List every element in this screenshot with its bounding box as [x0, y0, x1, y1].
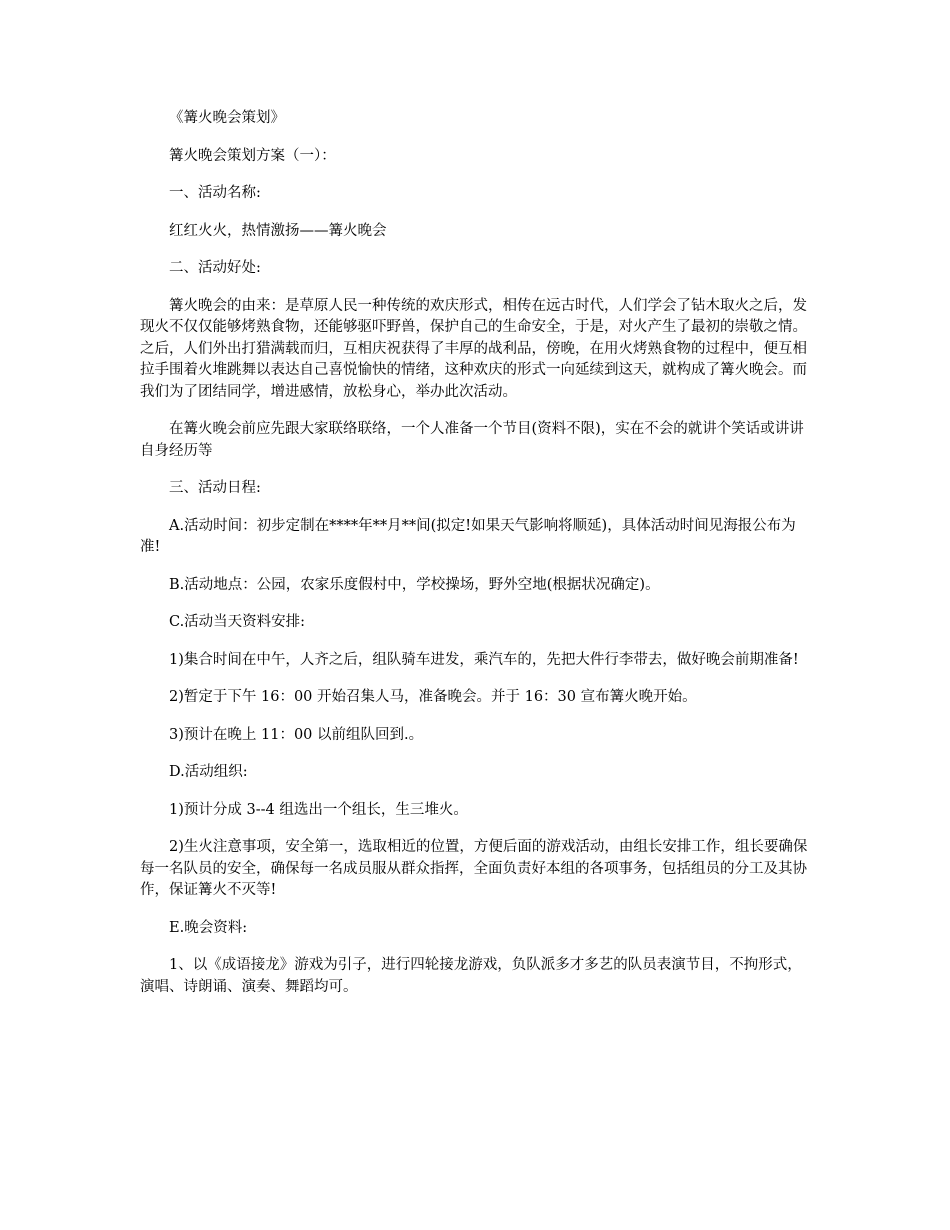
program-heading: E.晚会资料:: [169, 919, 248, 936]
schedule-item-2: 2)暂定于下午 16：00 开始召集人马，准备晚会。并于 16：30 宣布篝火晚开始。: [169, 689, 697, 705]
organization-item-2: 2)生火注意事项，安全第一，选取相近的位置，方便后面的游戏活动，由组长安排工作，组长要确保每一名队员的安全，确保每一名成员服从群众指挥，全面负责好本组的各项事务，包括组员的分工及其协作，保证篝火不灭等!: [140, 839, 808, 898]
program-item-1: 1、以《成语接龙》游戏为引子，进行四轮接龙游戏，负队派多才多艺的队员表演节目，不拘形式，演唱、诗朗诵、演奏、舞蹈均可。: [140, 957, 802, 995]
origin-paragraph: 篝火晚会的由来：是草原人民一种传统的欢庆形式，相传在远古时代，人们学会了钻木取火之后，发现火不仅仅能够烤熟食物，还能够驱吓野兽，保护自己的生命安全，于是，对火产生了最初的崇敬之情。之后，人们外出打猎满载而归，互相庆祝获得了丰厚的战利品，傍晚，在用火烤熟食物的过程中，便互相拉手围着火堆跳舞以表达自己喜悦愉快的情绪，这种欢庆的形式一向延续到这天，就构成了篝火晚会。而我们为了团结同学，增进感情，放松身心，举办此次活动。: [140, 297, 807, 400]
section-heading-schedule: 三、活动日程:: [169, 480, 261, 496]
schedule-time: A.活动时间：初步定制在****年**月**间(拟定!如果天气影响将顺延)，具体活动时间见海报公布为准!: [140, 517, 796, 555]
document-title: 《篝火晚会策划》: [169, 110, 285, 126]
schedule-item-1: 1)集合时间在中午，人齐之后，组队骑车进发，乘汽车的，先把大件行李带去，做好晚会前期准备!: [169, 651, 799, 668]
schedule-location: B.活动地点：公园，农家乐度假村中，学校操场，野外空地(根据状况确定)。: [169, 576, 660, 593]
activity-name: 红红火火，热情激扬——篝火晚会: [169, 222, 387, 239]
preparation-paragraph: 在篝火晚会前应先跟大家联络联络，一个人准备一个节目(资料不限)，实在不会的就讲个笑话或讲讲自身经历等: [140, 421, 804, 459]
section-heading-name: 一、活动名称:: [169, 185, 261, 201]
document-page: [140, 108, 810, 1014]
schedule-day-heading: C.活动当天资料安排:: [169, 614, 306, 630]
organization-item-1: 1)预计分成 3--4 组选出一个组长，生三堆火。: [169, 801, 468, 818]
organization-heading: D.活动组织:: [169, 764, 248, 780]
plan-heading: 篝火晚会策划方案（一）：: [169, 147, 336, 164]
section-heading-benefits: 二、活动好处:: [169, 260, 261, 276]
schedule-item-3: 3)预计在晚上 11：00 以前组队回到.。: [169, 726, 424, 743]
